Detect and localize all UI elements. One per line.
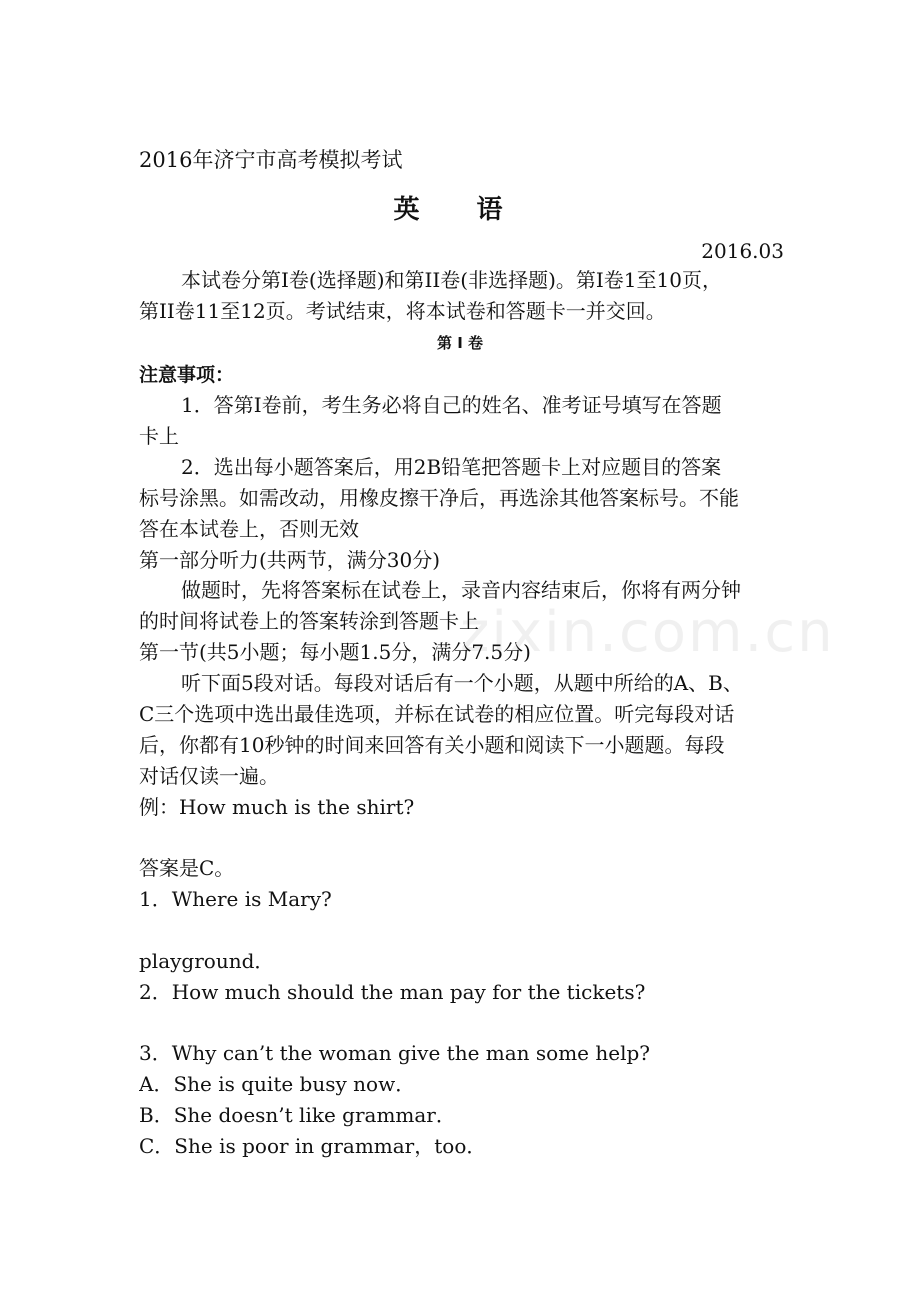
notice-item-1-line-2: 卡上	[139, 424, 179, 448]
example-answer: 答案是C。	[139, 856, 235, 880]
question-3-option-b: B．She doesn’t like grammar．	[139, 1103, 456, 1127]
part1-desc-line-2: 的时间将试卷上的答案转涂到答题卡上	[139, 609, 479, 633]
notice-heading: 注意事项：	[139, 364, 235, 386]
question-2-stem: 2．How much should the man pay for the tickets?	[139, 980, 646, 1004]
exam-title: 2016年济宁市高考模拟考试	[139, 148, 403, 172]
notice-item-1-line-1: 1．答第I卷前，考生务必将自己的姓名、准考证号填写在答题	[181, 393, 722, 417]
question-3-option-a: A．She is quite busy now．	[139, 1072, 416, 1096]
question-3-stem: 3．Why can’t the woman give the man some help?	[139, 1041, 651, 1065]
section1-desc-line-3: 后，你都有10秒钟的时间来回答有关小题和阅读下一小题题。每段	[139, 733, 725, 757]
notice-item-2-line-2: 标号涂黑。如需改动，用橡皮擦干净后，再选涂其他答案标号。不能	[139, 486, 739, 510]
example-question: 例：How much is the shirt?	[139, 795, 415, 819]
part1-heading: 第一部分听力(共两节，满分30分)	[139, 548, 441, 572]
question-1-stem: 1．Where is Mary?	[139, 887, 332, 911]
section1-heading: 第一节(共5小题；每小题1.5分，满分7.5分)	[139, 640, 531, 664]
notice-item-2-line-3: 答在本试卷上，否则无效	[139, 517, 359, 541]
notice-item-2-line-1: 2．选出每小题答案后，用2B铅笔把答题卡上对应题目的答案	[181, 455, 722, 479]
intro-line-1: 本试卷分第I卷(选择题)和第II卷(非选择题)。第I卷1至10页，	[181, 268, 722, 292]
intro-line-2: 第II卷11至12页。考试结束，将本试卷和答题卡一并交回。	[139, 299, 666, 323]
volume-label: 第 I 卷	[436, 334, 484, 352]
section1-desc-line-1: 听下面5段对话。每段对话后有一个小题，从题中所给的A、B、	[181, 671, 743, 695]
section1-desc-line-2: C三个选项中选出最佳选项，并标在试卷的相应位置。听完每段对话	[139, 702, 735, 726]
watermark: zixin.com.cn	[460, 600, 835, 665]
section1-desc-line-4: 对话仅读一遍。	[139, 764, 279, 788]
exam-date: 2016.03	[701, 239, 784, 263]
question-3-option-c: C．She is poor in grammar，too．	[139, 1134, 487, 1158]
question-1-option-c-continued: playground．	[139, 949, 275, 973]
part1-desc-line-1: 做题时，先将答案标在试卷上，录音内容结束后，你将有两分钟	[181, 578, 741, 602]
subject-title: 英 语	[393, 195, 527, 225]
